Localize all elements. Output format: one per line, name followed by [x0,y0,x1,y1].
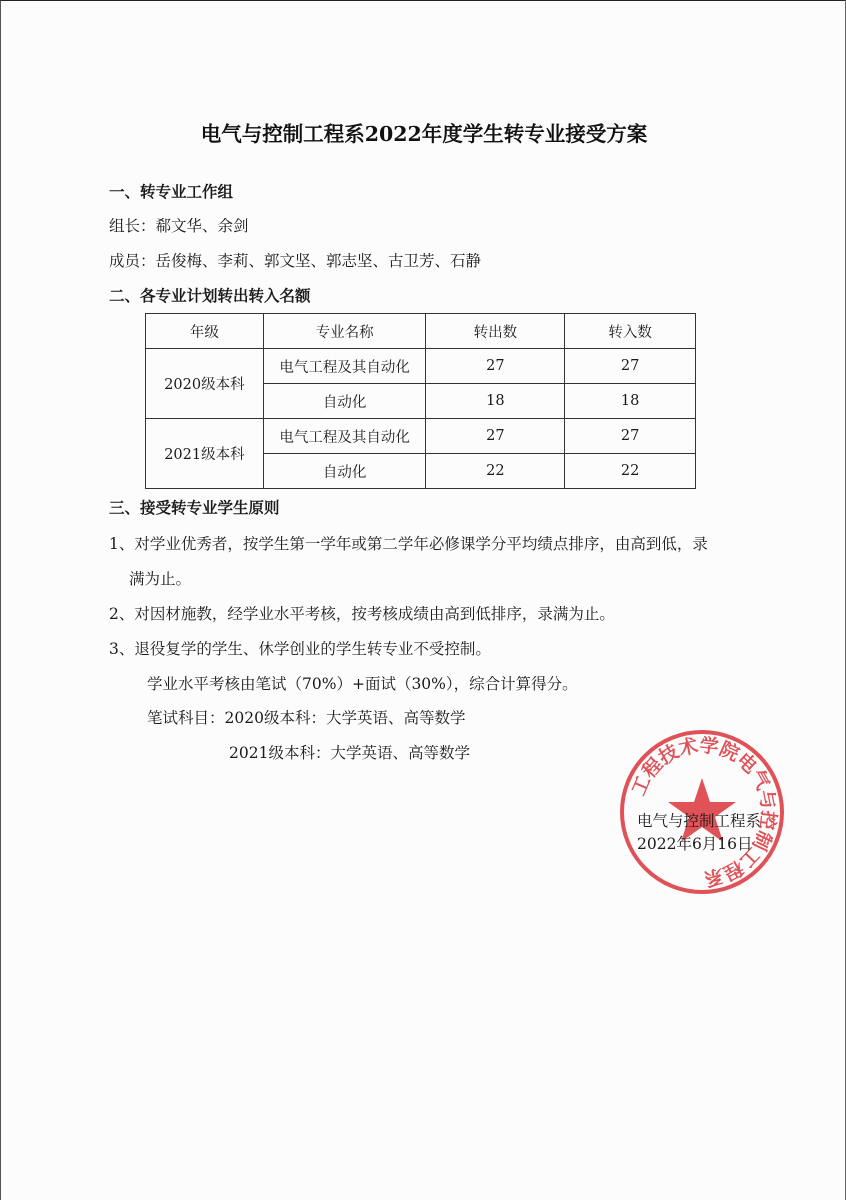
transfer-in-cell: 27 [565,419,696,454]
transfer-out-cell: 22 [426,454,565,489]
transfer-out-cell: 18 [426,384,565,419]
bleed-through-text [171,21,691,45]
section1-heading: 一、转专业工作组 [109,182,234,201]
header-transfer-in: 转入数 [565,314,696,349]
transfer-in-cell: 18 [565,384,696,419]
transfer-out-cell: 27 [426,419,565,454]
principle-1-line: 1、对学业优秀者，按学生第一学年或第二学年必修课学分平均绩点排序，由高到低，录 [109,535,708,553]
major-cell: 电气工程及其自动化 [263,419,426,454]
signature-department: 电气与控制工程系 [637,811,762,830]
group-leader-line: 组长：郗文华、余剑 [109,217,249,235]
header-major: 专业名称 [263,314,426,349]
exam-subjects-line-2: 2021级本科：大学英语、高等数学 [229,744,470,762]
seal-text: 工程技术学院电气与控制工程系 [627,734,780,890]
grade-cell: 2021级本科 [146,419,264,489]
transfer-out-cell: 27 [426,349,565,384]
major-cell: 电气工程及其自动化 [263,349,426,384]
document-title: 电气与控制工程系2022年度学生转专业接受方案 [200,122,648,146]
grade-cell: 2020级本科 [146,349,264,419]
table-row [146,349,696,384]
signature-date: 2022年6月16日 [637,834,753,853]
section2-heading: 二、各专业计划转出转入名额 [109,286,311,305]
major-cell: 自动化 [263,454,426,489]
table-row [146,419,696,454]
transfer-in-cell: 27 [565,349,696,384]
principle-3-line: 3、退役复学的学生、休学创业的学生转专业不受控制。 [109,640,491,658]
principle-2-line: 2、对因材施教，经学业水平考核，按考核成绩由高到低排序，录满为止。 [109,605,615,623]
exam-subjects-line: 笔试科目：2020级本科：大学英语、高等数学 [147,709,466,727]
transfer-in-cell: 22 [565,454,696,489]
table-header-row [146,314,696,349]
group-members-line: 成员：岳俊梅、李莉、郭文坚、郭志坚、古卫芳、石静 [109,252,482,270]
header-transfer-out: 转出数 [426,314,565,349]
assessment-line: 学业水平考核由笔试（70%）+面试（30%），综合计算得分。 [147,675,578,693]
major-cell: 自动化 [263,384,426,419]
header-grade: 年级 [146,314,264,349]
section3-heading: 三、接受转专业学生原则 [109,498,280,517]
principle-1-continuation: 满为止。 [129,570,192,588]
quota-table [145,313,696,489]
